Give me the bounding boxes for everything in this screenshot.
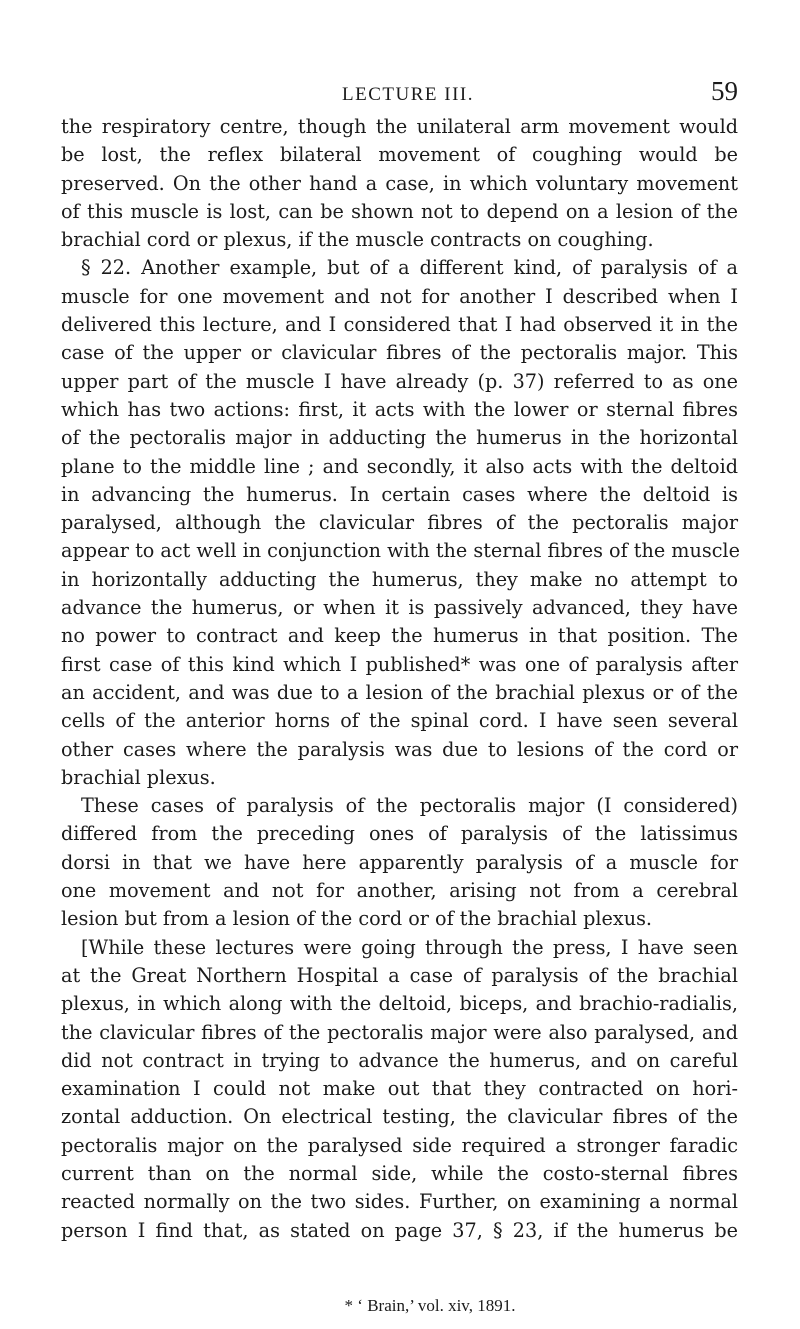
text-line: upper part of the muscle I have already (p. 37) referred to as one [61,369,738,393]
running-head: LECTURE III. [342,84,474,105]
text-line: first case of this kind which I published* was one of paralysis after [61,652,738,676]
text-line: appear to act well in conjunction with the sternal fibres of the muscle [61,539,740,563]
text-line: zontal adduction. On electrical testing, the clavicular fibres of the [61,1105,738,1129]
text-line: preserved. On the other hand a case, in which voluntary movement [61,171,738,195]
text-line: plexus, in which along with the deltoid, biceps, and brachio-radialis, [61,992,738,1016]
text-line: reacted normally on the two sides. Further, on examining a normal [61,1190,738,1214]
text-line: brachial plexus. [61,765,216,789]
text-line: at the Great Northern Hospital a case of paralysis of the brachial [61,963,738,987]
text-line: brachial cord or plexus, if the muscle contracts on coughing. [61,228,654,252]
text-line: cells of the anterior horns of the spinal cord. I have seen several [61,709,738,733]
text-line: be lost, the reflex bilateral movement of coughing would be [61,143,738,167]
text-line: examination I could not make out that they contracted on hori- [61,1077,738,1101]
text-line: of the pectoralis major in adducting the humerus in the horizontal [61,426,738,450]
text-line: These cases of paralysis of the pectoralis major (I considered) [81,794,738,818]
text-line: delivered this lecture, and I considered that I had observed it in the [61,313,738,337]
text-line: no power to contract and keep the humerus in that position. The [61,624,738,648]
text-line: plane to the middle line ; and secondly, it also acts with the deltoid [61,454,738,478]
text-line: dorsi in that we have here apparently paralysis of a muscle for [61,850,738,874]
text-line: lesion but from a lesion of the cord or of the brachial plexus. [61,907,653,931]
text-line: an accident, and was due to a lesion of the brachial plexus or of the [61,680,738,704]
text-line: current than on the normal side, while the costo-sternal fibres [61,1161,738,1185]
footnote: * ‘ Brain,’ vol. xiv, 1891. [344,1296,516,1315]
text-line: advance the humerus, or when it is passively advanced, they have [61,596,738,620]
text-line: case of the upper or clavicular fibres of the pectoralis major. This [61,341,738,365]
text-line: which has two actions: first, it acts with the lower or sternal fibres [61,397,738,421]
text-line: of this muscle is lost, can be shown not to depend on a lesion of the [61,199,738,223]
text-line: one movement and not for another, arising not from a cerebral [61,879,738,903]
text-line: differed from the preceding ones of paralysis of the latissimus [61,822,738,846]
text-line: other cases where the paralysis was due to lesions of the cord or [61,737,738,761]
text-line: § 22. Another example, but of a different kind, of paralysis of a [81,256,738,280]
text-line: the clavicular fibres of the pectoralis major were also paralysed, and [61,1020,738,1044]
text-line: paralysed, although the clavicular fibres of the pectoralis major [61,511,738,535]
text-line: in advancing the humerus. In certain cases where the deltoid is [61,482,738,506]
page-number: 59 [711,76,738,106]
text-line: muscle for one movement and not for another I described when I [61,284,738,308]
text-line: [While these lectures were going through the press, I have seen [81,935,738,959]
body-text [61,113,738,1245]
text-line: pectoralis major on the paralysed side required a stronger faradic [61,1133,738,1157]
text-line: person I find that, as stated on page 37, § 23, if the humerus be [61,1218,738,1242]
page-header [0,74,800,108]
text-line: did not contract in trying to advance the humerus, and on careful [61,1048,738,1072]
text-line: the respiratory centre, though the unilateral arm movement would [61,115,738,138]
text-line: in horizontally adducting the humerus, they make no attempt to [61,567,738,591]
